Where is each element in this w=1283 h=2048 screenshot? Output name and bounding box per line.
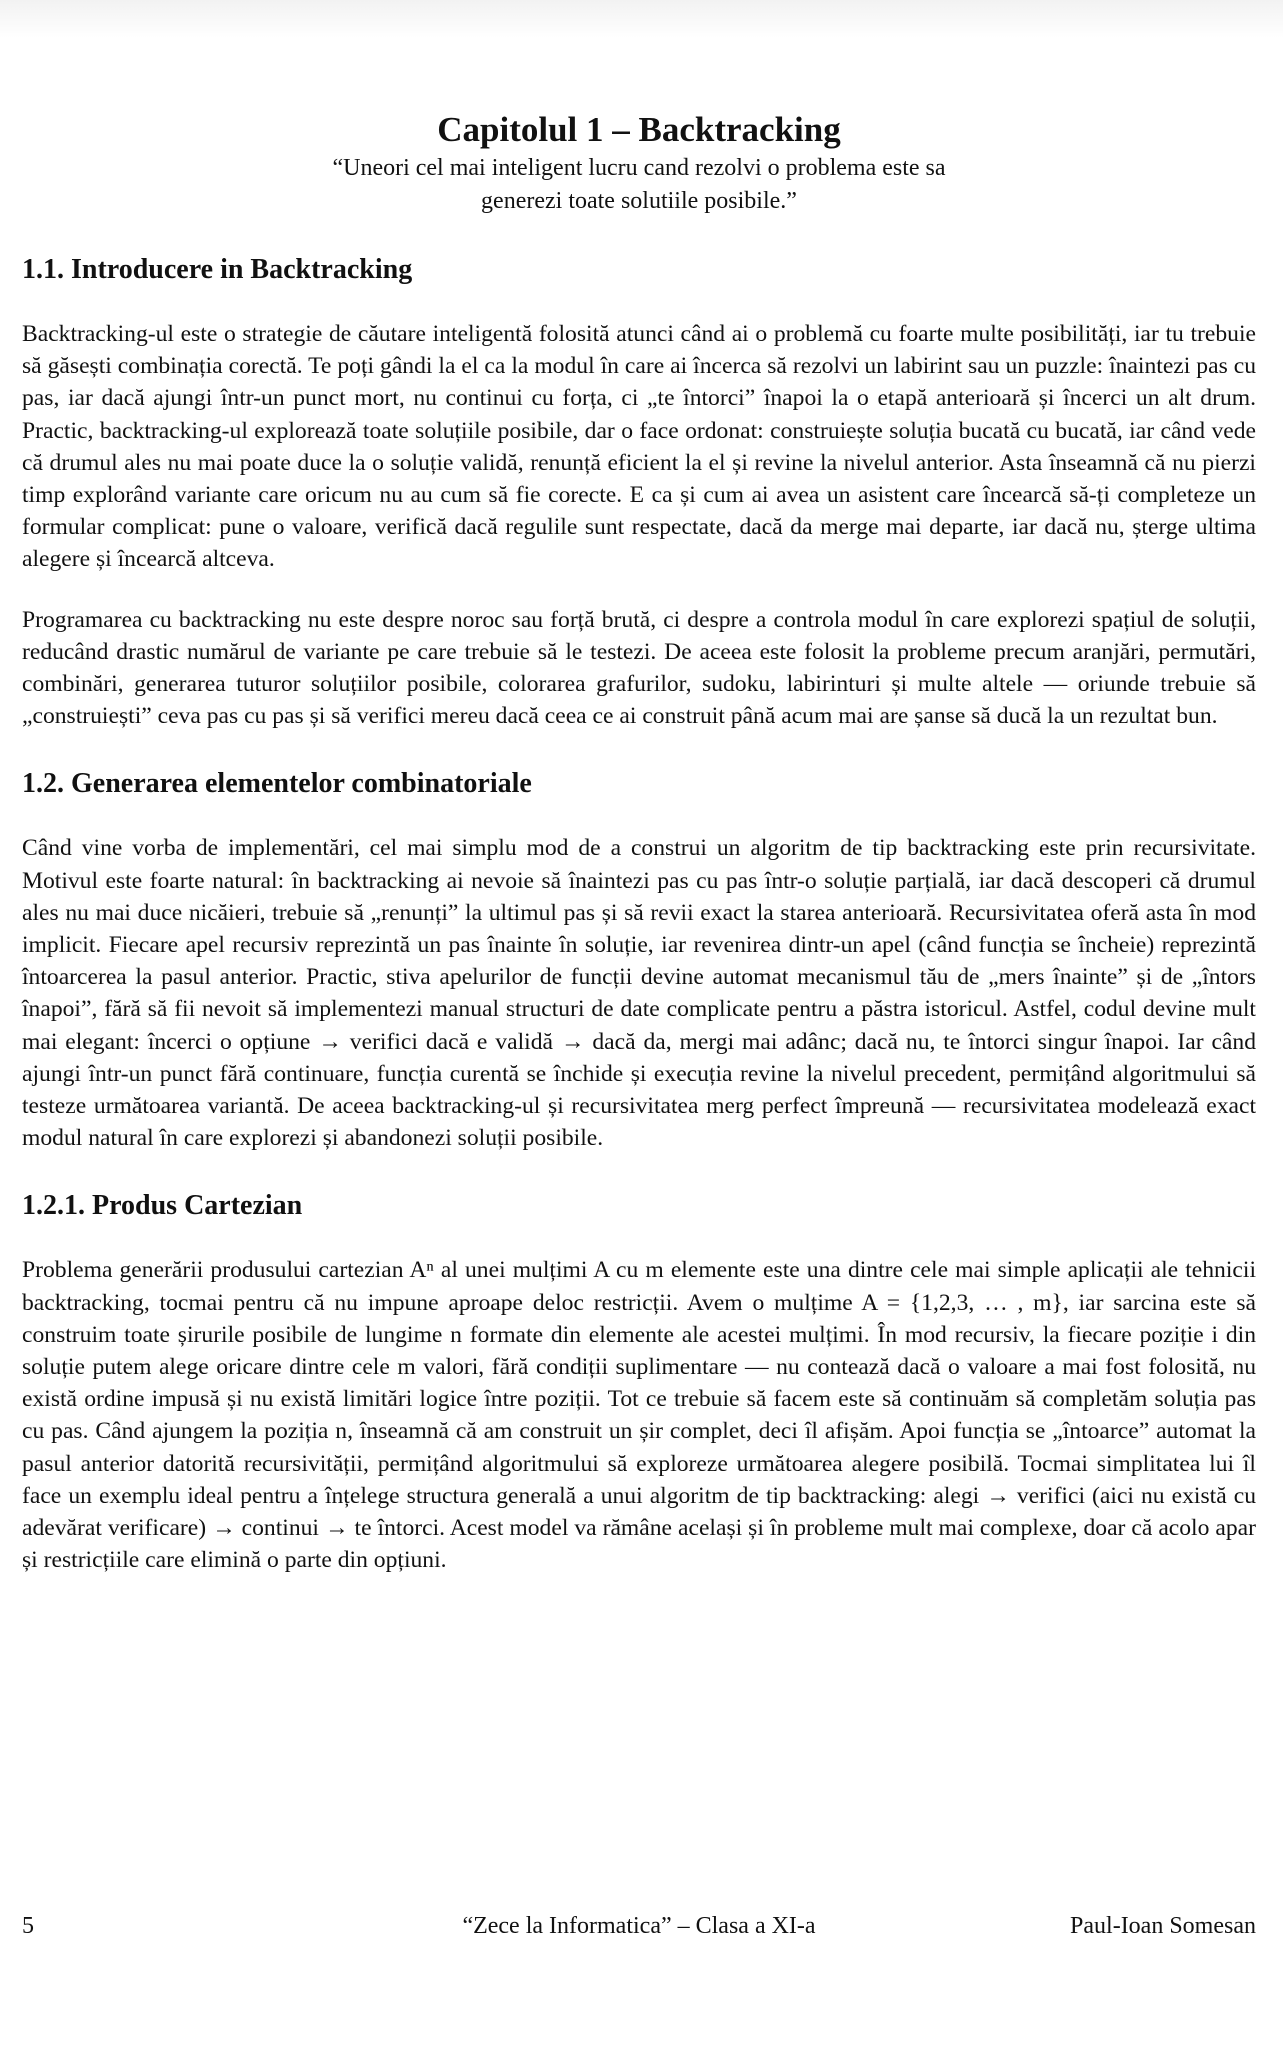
document-page [22, 110, 1256, 1577]
footer-book-title: “Zece la Informatica” – Clasa a XI-a [462, 1913, 816, 1939]
section-heading-produs-cartezian: 1.2.1. Produs Cartezian [22, 1190, 303, 1222]
paragraph-intro-2: Programarea cu backtracking nu este despre noroc sau forță brută, ci despre a controla modul în care explorezi spațiul de soluții, reducând drastic numărul de variante pe care trebuie să le testezi. De aceea este folosit la probleme precum aranjări, permutări, combinări, generarea tuturor soluțiilor posibile, colorarea grafurilor, sudoku, labirinturi și multe altele — oriunde trebuie să „construiești” ceva pas cu pas și să verifici mereu dacă ceea ce ai construit până acum mai are șanse să ducă la un rezultat bun. [22, 606, 1256, 730]
paragraph-intro-1: Backtracking-ul este o strategie de căutare inteligentă folosită atunci când ai o problemă cu foarte multe posibilități, iar tu trebuie să găsești combinația corectă. Te poți gândi la el ca la modul în care ai încerca să rezolvi un labirint sau un puzzle: înaintezi pas cu pas, iar dacă ajungi într-un punct mort, nu continui cu forța, ci „te întorci” înapoi la o etapă anterioară și încerci un alt drum. Practic, backtracking-ul explorează toate soluțiile posibile, dar o face ordonat: construiește soluția bucată cu bucată, iar când vede că drumul ales nu mai poate duce la o soluție validă, renunță eficient la el și revine la nivelul anterior. Asta înseamnă că nu pierzi timp explorând variante care oricum nu au cum să fie corecte. E ca și cum ai avea un asistent care încearcă să-ți completeze un formular complicat: pune o valoare, verifică dacă regulile sunt respectate, dacă da merge mai departe, iar dacă nu, șterge ultima alegere și încearcă altceva. [22, 321, 1256, 573]
paragraph-produs-cartezian-1: Problema generării produsului cartezian Aⁿ al unei mulțimi A cu m elemente este una dintre cele mai simple aplicații ale tehnicii backtracking, tocmai pentru că nu impune aproape deloc restricții. Avem o mulțime A = {1,2,3, … , m}, iar sarcina este să construim toate șirurile posibile de lungime n formate din elemente ale acestei mulțimi. În mod recursiv, la fiecare poziție i din soluție putem alege oricare dintre cele m valori, fără condiții suplimentare — nu contează dacă o valoare a mai fost folosită, nu există ordine impusă și nu există limitări logice între poziții. Tot ce trebuie să facem este să continuăm să completăm soluția pas cu pas. Când ajungem la poziția n, înseamnă că am construit un șir complet, deci îl afișăm. Apoi funcția se „întoarce” automat la pasul anterior datorită recursivității, permițând algoritmului să exploreze următoarea alegere posibilă. Tocmai simplitatea lui îl face un exemplu ideal pentru a înțelege structura generală a unui algoritm de tip backtracking: alegi → verifici (aici nu există cu adevărat verificare) → continui → te întorci. Acest model va rămâne același și în probleme mult mai complexe, doar că acolo apar și restricțiile care elimină o parte din opțiuni. [22, 1257, 1256, 1574]
page-number: 5 [22, 1913, 34, 1939]
page-top-shadow [0, 0, 1283, 38]
section-heading-introducere: 1.1. Introducere in Backtracking [22, 254, 413, 285]
chapter-title: Capitolul 1 – Backtracking [437, 110, 841, 149]
section-heading-generarea: 1.2. Generarea elementelor combinatoriale [22, 768, 532, 800]
footer-author: Paul-Ioan Somesan [1070, 1913, 1256, 1939]
paragraph-generarea-1: Când vine vorba de implementări, cel mai simplu mod de a construi un algoritm de tip backtracking este prin recursivitate. Motivul este foarte natural: în backtracking ai nevoie să înaintezi pas cu pas într-o soluție parțială, iar dacă descoperi că drumul ales nu mai duce nicăieri, trebuie să „renunți” la ultimul pas și să revii exact la starea anterioară. Recursivitatea oferă asta în mod implicit. Fiecare apel recursiv reprezintă un pas înainte în soluție, iar revenirea dintr-un apel (când funcția se încheie) reprezintă întoarcerea la pasul anterior. Practic, stiva apelurilor de funcții devine automat mecanismul tău de „mers înainte” și de „întors înapoi”, fără să fii nevoit să implementezi manual structuri de date complicate pentru a păstra istoricul. Astfel, codul devine mult mai elegant: încerci o opțiune → verifici dacă e validă → dacă da, mergi mai adânc; dacă nu, te întorci singur înapoi. Iar când ajungi într-un punct fără continuare, funcția curentă se închide și execuția revine la nivelul precedent, permițând algoritmului să testeze următoarea variantă. De aceea backtracking-ul și recursivitatea merg perfect împreună — recursivitatea modelează exact modul natural în care explorezi și abandonezi soluții posibile. [22, 835, 1256, 1152]
chapter-epigraph: “Uneori cel mai inteligent lucru cand rezolvi o problema este sa generezi toate solutiile posibile.” [332, 155, 946, 214]
